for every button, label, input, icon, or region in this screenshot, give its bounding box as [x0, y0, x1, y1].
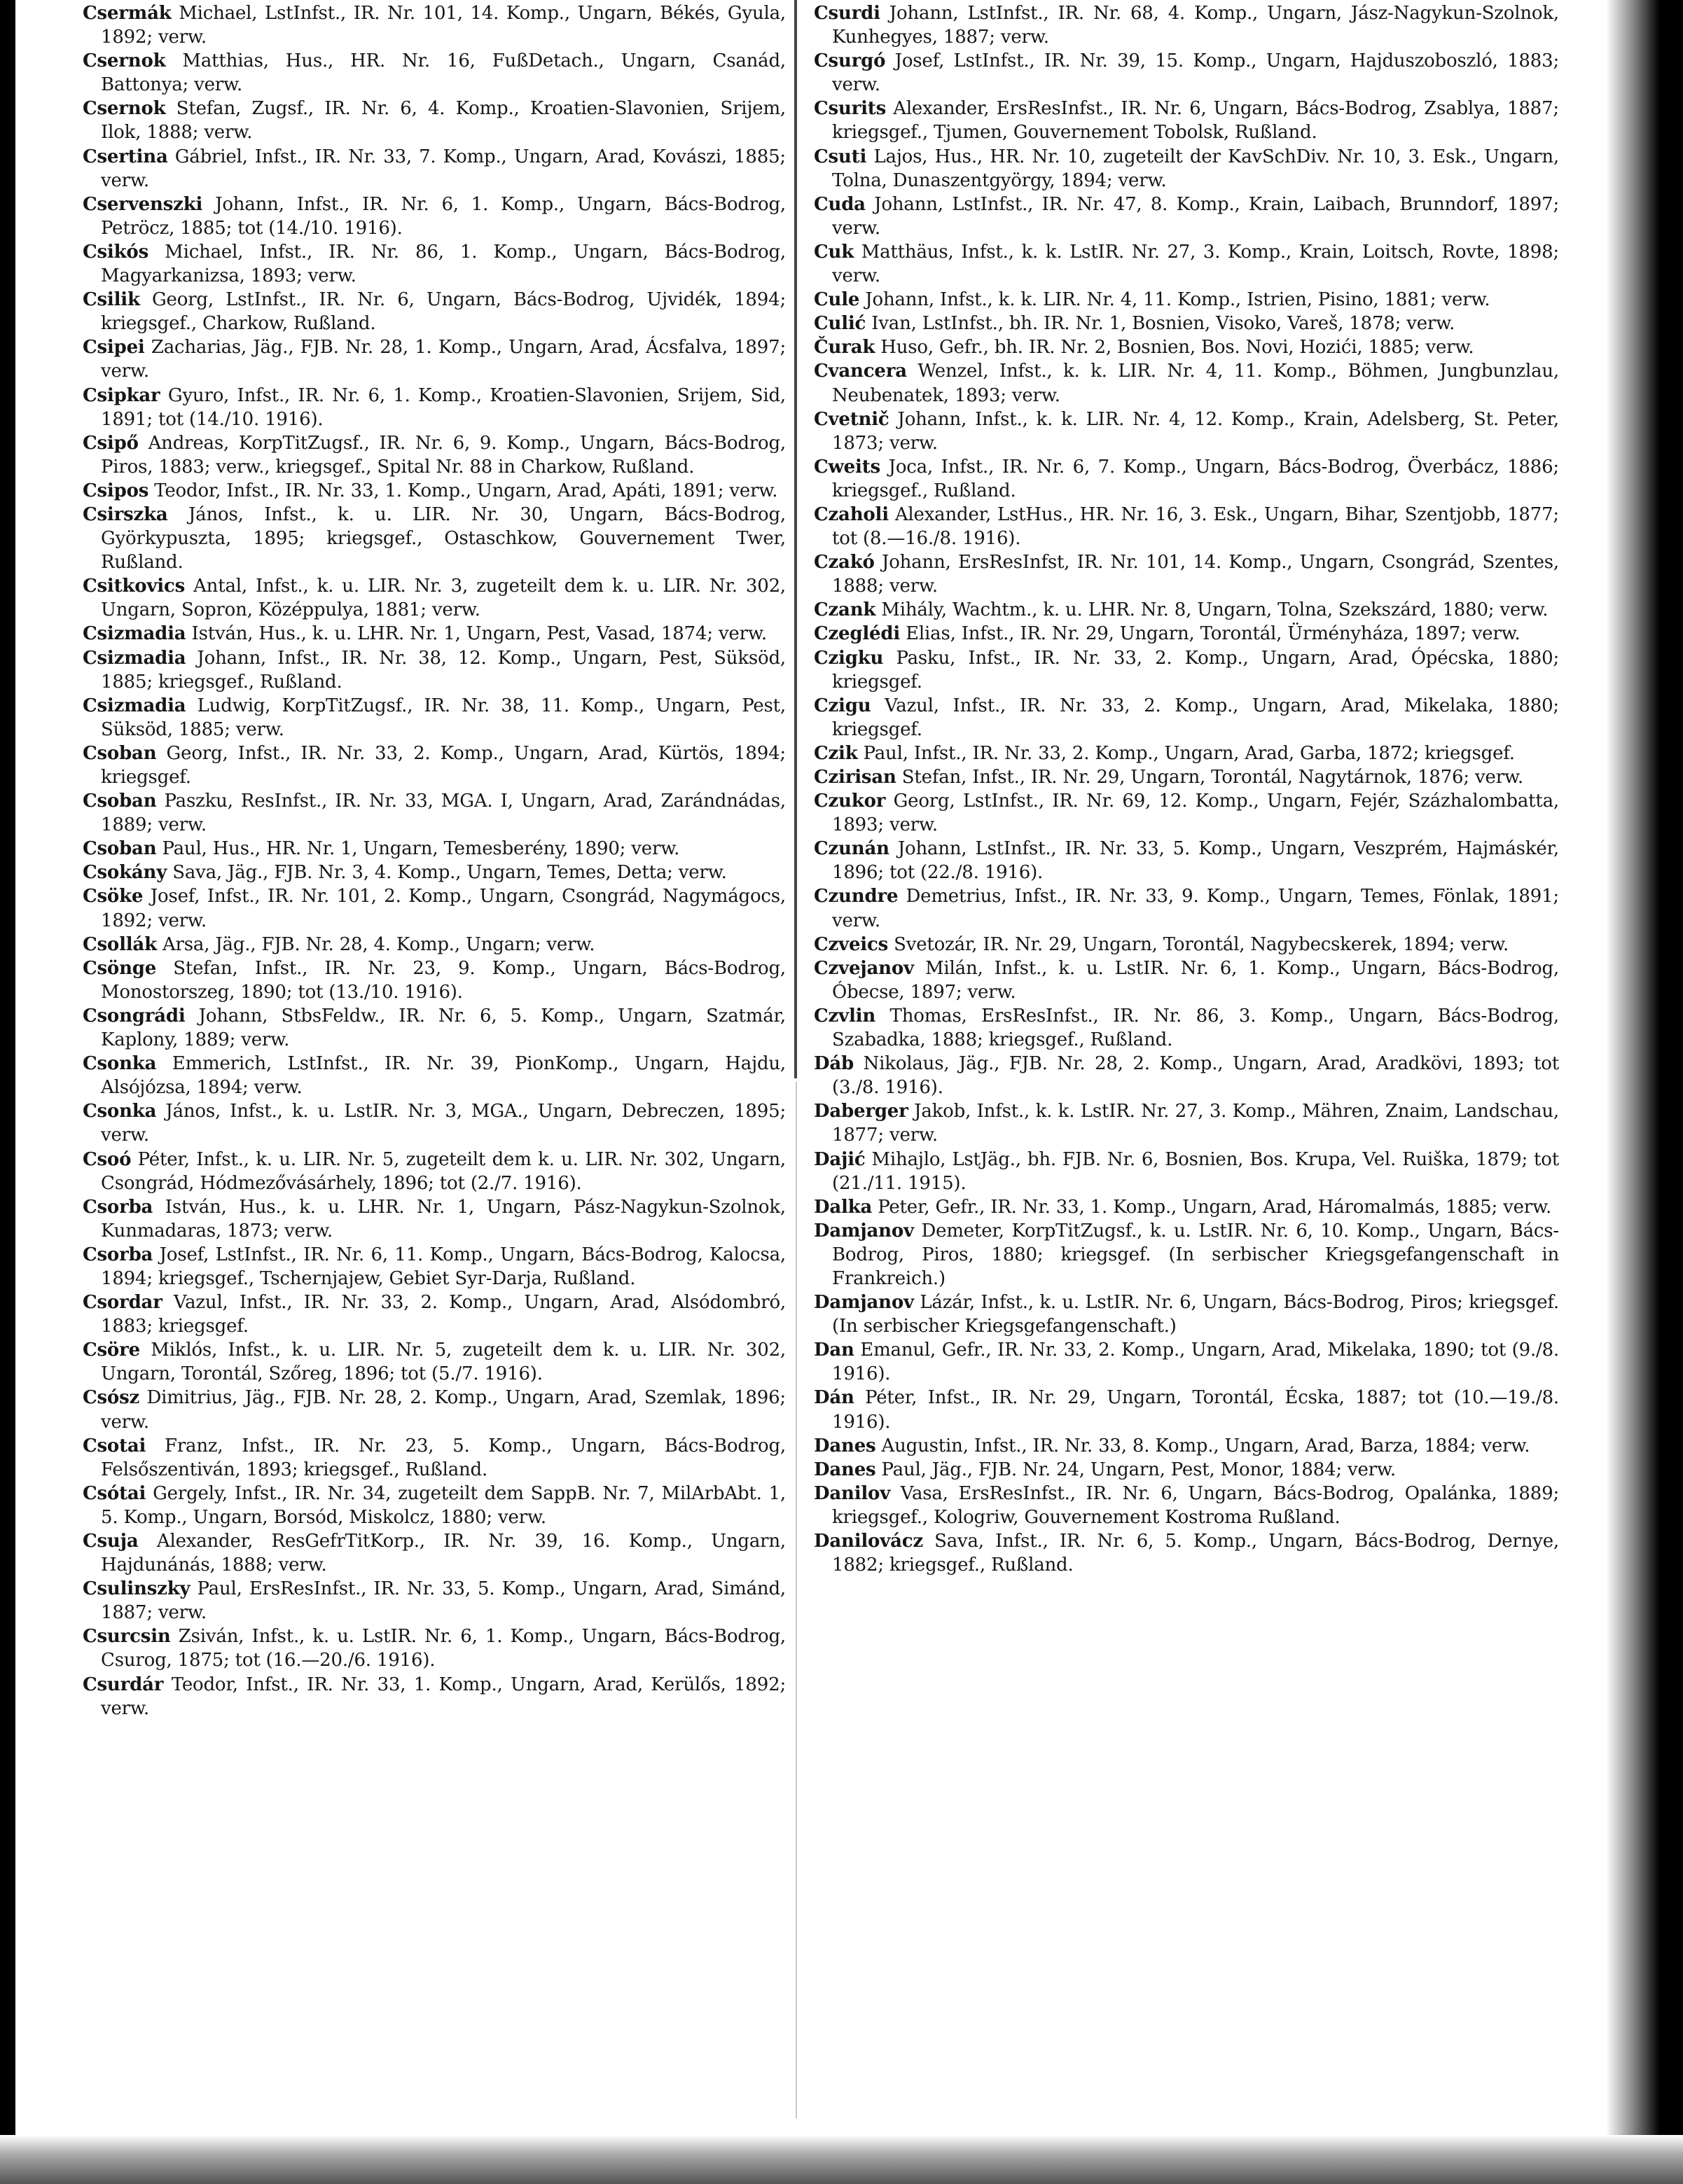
entry-surname: Csokány — [83, 862, 167, 884]
entry-details: Demeter, KorpTitZugsf., k. u. LstIR. Nr. 6, 10. Komp., Ungarn, Bács-Bodrog, Piros, 1880; kriegsgef. (In serbischer Kriegsgefangenschaft in Frankreich.) — [832, 1220, 1559, 1289]
entry-surname: Csordar — [83, 1292, 162, 1314]
entry-details: Joca, Infst., IR. Nr. 6, 7. Komp., Ungarn, Bács-Bodrog, Överbácz, 1886; kriegsgef., Rußland. — [832, 456, 1559, 501]
entry-details: Paul, Hus., HR. Nr. 1, Ungarn, Temesberény, 1890; verw. — [156, 838, 680, 860]
register-entry — [814, 503, 1559, 550]
register-entry — [814, 1219, 1559, 1291]
entry-surname: Csitkovics — [83, 576, 186, 597]
entry-surname: Danes — [814, 1459, 876, 1480]
entry-details: Josef, LstInfst., IR. Nr. 39, 15. Komp., Ungarn, Hajduszoboszló, 1883; verw. — [832, 50, 1559, 96]
entry-details: Vasa, ErsResInfst., IR. Nr. 6, Ungarn, Bács-Bodrog, Opalánka, 1889; kriegsgef., Kologriw, Gouvernement Kostroma Rußland. — [832, 1482, 1559, 1528]
entry-surname: Dajić — [814, 1148, 866, 1170]
register-entry — [83, 384, 786, 431]
register-entry — [814, 288, 1559, 312]
entry-details: Alexander, LstHus., HR. Nr. 16, 3. Esk., Ungarn, Bihar, Szentjobb, 1877; tot (8.—16./8. 1916). — [832, 503, 1559, 550]
entry-details: István, Hus., k. u. LHR. Nr. 1, Ungarn, Pász-Nagykun-Szolnok, Kunmadaras, 1873; verw. — [101, 1196, 786, 1241]
entry-details: Alexander, ResGefrTitKorp., IR. Nr. 39, 16. Komp., Ungarn, Hajdunánás, 1888; verw. — [101, 1531, 786, 1576]
entry-surname: Čurak — [814, 337, 875, 359]
entry-surname: Cule — [814, 289, 860, 311]
entry-details: István, Hus., k. u. LHR. Nr. 1, Ungarn, Pest, Vasad, 1874; verw. — [186, 623, 767, 645]
register-entry — [83, 240, 786, 288]
entry-surname: Czundre — [814, 886, 899, 907]
register-entry — [83, 503, 786, 574]
entry-surname: Csorba — [83, 1244, 153, 1265]
scan-bottom-edge — [0, 2135, 1683, 2184]
entry-surname: Csurcsin — [83, 1626, 171, 1648]
left-column — [83, 1, 786, 1720]
entry-details: Michael, Infst., IR. Nr. 86, 1. Komp., Ungarn, Bács-Bodrog, Magyarkanizsa, 1893; verw. — [101, 241, 786, 287]
register-entry — [814, 1052, 1559, 1099]
entry-surname: Csongrádi — [83, 1005, 186, 1027]
entry-surname: Danilovácz — [814, 1531, 923, 1552]
register-entry — [83, 1577, 786, 1625]
entry-surname: Csikós — [83, 241, 149, 263]
register-entry — [814, 1458, 1559, 1482]
entry-surname: Csertina — [83, 146, 168, 167]
register-entry — [83, 288, 786, 335]
entry-surname: Damjanov — [814, 1220, 914, 1241]
entry-details: Emmerich, LstInfst., IR. Nr. 39, PionKomp., Ungarn, Hajdu, Alsójózsa, 1894; verw. — [101, 1053, 786, 1099]
entry-surname: Csorba — [83, 1196, 153, 1218]
entry-details: Huso, Gefr., bh. IR. Nr. 2, Bosnien, Bos. Novi, Hozići, 1885; verw. — [875, 337, 1474, 359]
register-entry — [814, 1, 1559, 49]
register-entry — [83, 957, 786, 1004]
entry-surname: Csuti — [814, 146, 867, 167]
entry-surname: Csönge — [83, 957, 157, 979]
register-entry — [83, 1386, 786, 1433]
entry-details: Franz, Infst., IR. Nr. 23, 5. Komp., Ungarn, Bács-Bodrog, Felsőszentiván, 1893; kriegsgef., Rußland. — [101, 1435, 786, 1480]
entry-details: Matthias, Hus., HR. Nr. 16, FußDetach., Ungarn, Csanád, Battonya; verw. — [101, 50, 786, 96]
register-entry — [83, 1625, 786, 1672]
entry-surname: Csernok — [83, 50, 166, 72]
entry-details: Andreas, KorpTitZugsf., IR. Nr. 6, 9. Komp., Ungarn, Bács-Bodrog, Piros, 1883; verw., kriegsgef., Spital Nr. 88 in Charkow, Rußland. — [101, 432, 786, 478]
entry-surname: Csöre — [83, 1340, 140, 1361]
register-entry — [83, 1195, 786, 1243]
register-entry — [814, 408, 1559, 455]
entry-surname: Csizmadia — [83, 695, 186, 716]
entry-surname: Csulinszky — [83, 1578, 191, 1600]
entry-details: Johann, Infst., IR. Nr. 6, 1. Komp., Ungarn, Bács-Bodrog, Petröcz, 1885; tot (14./10. 1916). — [101, 193, 786, 239]
register-entry — [83, 193, 786, 240]
entry-surname: Cweits — [814, 456, 880, 478]
entry-details: Stefan, Infst., IR. Nr. 23, 9. Komp., Ungarn, Bács-Bodrog, Monostorszeg, 1890; tot (13./10. 1916). — [101, 957, 786, 1003]
entry-details: Wenzel, Infst., k. k. LIR. Nr. 4, 11. Komp., Böhmen, Jungbunzlau, Neubenatek, 1893; verw. — [832, 361, 1559, 406]
entry-details: Nikolaus, Jäg., FJB. Nr. 28, 2. Komp., Ungarn, Arad, Aradkövi, 1893; tot (3./8. 1916). — [832, 1053, 1559, 1099]
entry-surname: Csirszka — [83, 503, 168, 525]
register-entry — [83, 1148, 786, 1195]
register-entry — [814, 312, 1559, 335]
entry-details: Johann, Infst., k. k. LIR. Nr. 4, 11. Komp., Istrien, Pisino, 1881; verw. — [859, 289, 1490, 311]
entry-surname: Daberger — [814, 1101, 908, 1122]
entry-details: Johann, Infst., k. k. LIR. Nr. 4, 12. Komp., Krain, Adelsberg, St. Peter, 1873; verw. — [832, 408, 1559, 454]
register-entry — [83, 1052, 786, 1099]
entry-details: Péter, Infst., k. u. LIR. Nr. 5, zugeteilt dem k. u. LIR. Nr. 302, Ungarn, Csongrád, Hódmezővásárhely, 1896; tot (2./7. 1916). — [101, 1148, 786, 1194]
entry-surname: Culić — [814, 313, 866, 335]
register-entry — [83, 1004, 786, 1052]
entry-details: Milán, Infst., k. u. LstIR. Nr. 6, 1. Komp., Ungarn, Bács-Bodrog, Óbecse, 1897; verw. — [832, 957, 1559, 1003]
entry-surname: Czik — [814, 742, 858, 764]
entry-details: Matthäus, Infst., k. k. LstIR. Nr. 27, 3. Komp., Krain, Loitsch, Rovte, 1898; verw. — [832, 241, 1559, 287]
register-entry — [83, 884, 786, 932]
entry-surname: Csotai — [83, 1435, 146, 1456]
register-entry — [814, 957, 1559, 1004]
entry-surname: Csizmadia — [83, 623, 186, 645]
entry-surname: Dáb — [814, 1053, 854, 1075]
entry-surname: Csonka — [83, 1053, 157, 1075]
entry-details: Pasku, Infst., IR. Nr. 33, 2. Komp., Ungarn, Arad, Ópécska, 1880; kriegsgef. — [832, 647, 1559, 693]
register-entry — [814, 1195, 1559, 1219]
entry-surname: Csoban — [83, 838, 157, 860]
entry-details: János, Infst., k. u. LstIR. Nr. 3, MGA., Ungarn, Debreczen, 1895; verw. — [101, 1101, 786, 1146]
entry-details: Gergely, Infst., IR. Nr. 34, zugeteilt dem SappB. Nr. 7, MilArbAbt. 1, 5. Komp., Ungarn, Borsód, Miskolcz, 1880; verw. — [101, 1482, 786, 1528]
entry-details: Josef, LstInfst., IR. Nr. 6, 11. Komp., Ungarn, Bács-Bodrog, Kalocsa, 1894; kriegsgef., Tschernjajew, Gebiet Syr-Darja, Rußland. — [101, 1244, 786, 1289]
entry-surname: Csöke — [83, 886, 144, 907]
register-entry — [814, 1099, 1559, 1147]
entry-details: Lázár, Infst., k. u. LstIR. Nr. 6, Ungarn, Bács-Bodrog, Piros; kriegsgef. (In serbischer Kriegsgefangenschaft.) — [832, 1292, 1559, 1337]
register-entry — [814, 1291, 1559, 1338]
entry-details: Josef, Infst., IR. Nr. 101, 2. Komp., Ungarn, Csongrád, Nagymágocs, 1892; verw. — [101, 886, 786, 931]
entry-surname: Csipkar — [83, 384, 160, 406]
entry-details: Péter, Infst., IR. Nr. 29, Ungarn, Torontál, Écska, 1887; tot (10.—19./8. 1916). — [832, 1387, 1559, 1433]
entry-surname: Csernok — [83, 98, 166, 120]
entry-surname: Csollák — [83, 933, 157, 955]
entry-surname: Dán — [814, 1387, 854, 1409]
entry-surname: Csótai — [83, 1482, 146, 1504]
entry-details: Johann, Infst., IR. Nr. 38, 12. Komp., Ungarn, Pest, Süksöd, 1885; kriegsgef., Rußland. — [101, 647, 786, 693]
entry-details: Paul, Jäg., FJB. Nr. 24, Ungarn, Pest, Monor, 1884; verw. — [875, 1459, 1396, 1480]
entry-details: Johann, LstInfst., IR. Nr. 33, 5. Komp., Ungarn, Veszprém, Hajmáskér, 1896; tot (22./8. 1916). — [832, 838, 1559, 884]
entry-surname: Csipos — [83, 480, 149, 501]
entry-details: Paul, ErsResInfst., IR. Nr. 33, 5. Komp., Ungarn, Arad, Simánd, 1887; verw. — [101, 1578, 786, 1624]
register-entry — [83, 1673, 786, 1720]
entry-surname: Czunán — [814, 838, 889, 860]
entry-details: Zacharias, Jäg., FJB. Nr. 28, 1. Komp., Ungarn, Arad, Ácsfalva, 1897; verw. — [101, 337, 786, 382]
entry-surname: Csoó — [83, 1148, 132, 1170]
entry-surname: Cvancera — [814, 361, 907, 382]
register-entry — [814, 240, 1559, 288]
entry-surname: Csurdár — [83, 1674, 164, 1695]
entry-surname: Csuja — [83, 1531, 139, 1552]
register-entry — [814, 1434, 1559, 1458]
entry-surname: Dan — [814, 1340, 854, 1361]
entry-details: Emanul, Gefr., IR. Nr. 33, 2. Komp., Ungarn, Arad, Mikelaka, 1890; tot (9./8. 1916). — [832, 1340, 1559, 1385]
register-entry — [83, 1099, 786, 1147]
entry-details: Sava, Jäg., FJB. Nr. 3, 4. Komp., Ungarn, Temes, Detta; verw. — [167, 862, 727, 884]
entry-details: Vazul, Infst., IR. Nr. 33, 2. Komp., Ungarn, Arad, Alsódombró, 1883; kriegsgef. — [101, 1292, 786, 1337]
register-entry — [814, 1482, 1559, 1529]
register-entry — [814, 622, 1559, 646]
entry-details: Thomas, ErsResInfst., IR. Nr. 86, 3. Komp., Ungarn, Bács-Bodrog, Szabadka, 1888; kriegsgef., Rußland. — [832, 1005, 1559, 1051]
scan-right-edge — [1606, 0, 1683, 2184]
register-entry — [814, 193, 1559, 240]
register-entry — [83, 789, 786, 837]
register-entry — [83, 97, 786, 144]
register-entry — [83, 1434, 786, 1482]
register-entry — [83, 145, 786, 193]
entry-details: Sava, Infst., IR. Nr. 6, 5. Komp., Ungarn, Bács-Bodrog, Dernye, 1882; kriegsgef., Rußland. — [832, 1531, 1559, 1576]
entry-surname: Cservenszki — [83, 193, 203, 215]
entry-details: Johann, ErsResInfst, IR. Nr. 101, 14. Komp., Ungarn, Csongrád, Szentes, 1888; verw. — [832, 552, 1559, 597]
column-divider-lower — [796, 1082, 797, 2118]
entry-surname: Csurits — [814, 98, 887, 120]
entry-details: Johann, StbsFeldw., IR. Nr. 6, 5. Komp., Ungarn, Szatmár, Kaplony, 1889; verw. — [101, 1005, 786, 1051]
register-entry — [814, 359, 1559, 407]
register-entry — [814, 1148, 1559, 1195]
entry-details: Stefan, Infst., IR. Nr. 29, Ungarn, Torontál, Nagytárnok, 1876; verw. — [896, 767, 1523, 788]
entry-details: Augustin, Infst., IR. Nr. 33, 8. Komp., Ungarn, Arad, Barza, 1884; verw. — [875, 1435, 1530, 1456]
entry-surname: Czukor — [814, 791, 886, 812]
entry-details: Vazul, Infst., IR. Nr. 33, 2. Komp., Ungarn, Arad, Mikelaka, 1880; kriegsgef. — [832, 695, 1559, 740]
register-entry — [83, 1529, 786, 1577]
entry-details: Teodor, Infst., IR. Nr. 33, 1. Komp., Ungarn, Arad, Kerülős, 1892; verw. — [101, 1674, 786, 1719]
entry-details: Ludwig, KorpTitZugsf., IR. Nr. 38, 11. Komp., Ungarn, Pest, Süksöd, 1885; verw. — [101, 695, 786, 740]
register-entry — [814, 694, 1559, 742]
entry-surname: Cvetnič — [814, 408, 889, 430]
entry-details: Miklós, Infst., k. u. LIR. Nr. 5, zugeteilt dem k. u. LIR. Nr. 302, Ungarn, Torontál, Szőreg, 1896; tot (5./7. 1916). — [101, 1340, 786, 1385]
register-entry — [814, 550, 1559, 598]
entry-surname: Csermák — [83, 3, 172, 24]
entry-surname: Csonka — [83, 1101, 157, 1122]
register-entry — [814, 49, 1559, 97]
entry-surname: Czirisan — [814, 767, 896, 788]
register-entry — [814, 1004, 1559, 1052]
entry-details: Peter, Gefr., IR. Nr. 33, 1. Komp., Ungarn, Arad, Háromalmás, 1885; verw. — [872, 1196, 1552, 1218]
entry-surname: Csurdi — [814, 3, 880, 24]
entry-details: Elias, Infst., IR. Nr. 29, Ungarn, Torontál, Ürményháza, 1897; verw. — [900, 623, 1521, 645]
entry-surname: Danilov — [814, 1482, 891, 1504]
entry-details: Teodor, Infst., IR. Nr. 33, 1. Komp., Ungarn, Arad, Apáti, 1891; verw. — [148, 480, 778, 501]
register-entry — [814, 933, 1559, 957]
register-entry — [83, 574, 786, 622]
register-entry — [83, 335, 786, 383]
entry-details: Mihály, Wachtm., k. u. LHR. Nr. 8, Ungarn, Tolna, Szekszárd, 1880; verw. — [875, 599, 1549, 621]
entry-details: Georg, Infst., IR. Nr. 33, 2. Komp., Ungarn, Arad, Kürtös, 1894; kriegsgef. — [101, 742, 786, 788]
scan-left-edge — [0, 0, 15, 2184]
register-entry — [83, 1, 786, 49]
register-entry — [83, 622, 786, 646]
entry-details: Mihajlo, LstJäg., bh. FJB. Nr. 6, Bosnien, Bos. Krupa, Vel. Ruiška, 1879; tot (21./11. 1915). — [832, 1148, 1559, 1194]
register-entry — [814, 765, 1559, 789]
entry-surname: Czvejanov — [814, 957, 914, 979]
entry-surname: Csósz — [83, 1387, 140, 1409]
register-entry — [83, 1338, 786, 1386]
register-entry — [814, 837, 1559, 884]
entry-surname: Czank — [814, 599, 876, 621]
register-entry — [814, 598, 1559, 622]
register-entry — [83, 1243, 786, 1291]
entry-surname: Cuk — [814, 241, 854, 263]
register-entry — [814, 1338, 1559, 1386]
entry-surname: Cuda — [814, 193, 866, 215]
register-entry — [814, 884, 1559, 932]
entry-details: Georg, LstInfst., IR. Nr. 6, Ungarn, Bács-Bodrog, Ujvidék, 1894; kriegsgef., Charkow, Rußland. — [101, 289, 786, 335]
entry-details: Paul, Infst., IR. Nr. 33, 2. Komp., Ungarn, Arad, Garba, 1872; kriegsgef. — [857, 742, 1515, 764]
register-entry — [83, 431, 786, 479]
register-entry — [83, 694, 786, 742]
entry-surname: Csoban — [83, 791, 157, 812]
entry-surname: Czigku — [814, 647, 884, 669]
entry-surname: Csoban — [83, 742, 157, 764]
entry-details: Antal, Infst., k. u. LIR. Nr. 3, zugeteilt dem k. u. LIR. Nr. 302, Ungarn, Sopron, Középpulya, 1881; verw. — [101, 576, 786, 621]
register-entry — [83, 1482, 786, 1529]
column-divider — [794, 0, 797, 1078]
entry-details: Stefan, Zugsf., IR. Nr. 6, 4. Komp., Kroatien-Slavonien, Srijem, Ilok, 1888; verw. — [101, 98, 786, 144]
entry-surname: Csipei — [83, 337, 145, 359]
register-entry — [814, 646, 1559, 694]
entry-surname: Czigu — [814, 695, 871, 716]
entry-details: János, Infst., k. u. LIR. Nr. 30, Ungarn, Bács-Bodrog, Györkypuszta, 1895; kriegsgef., Ostaschkow, Gouvernement Twer, Rußland. — [101, 503, 786, 573]
entry-details: Ivan, LstInfst., bh. IR. Nr. 1, Bosnien, Visoko, Vareš, 1878; verw. — [866, 313, 1455, 335]
entry-surname: Csilik — [83, 289, 140, 311]
register-entry — [83, 49, 786, 97]
entry-details: Svetozár, IR. Nr. 29, Ungarn, Torontál, Nagybecskerek, 1894; verw. — [888, 933, 1509, 955]
entry-surname: Czeglédi — [814, 623, 901, 645]
entry-details: Michael, LstInfst., IR. Nr. 101, 14. Komp., Ungarn, Békés, Gyula, 1892; verw. — [101, 3, 786, 48]
entry-details: Dimitrius, Jäg., FJB. Nr. 28, 2. Komp., Ungarn, Arad, Szemlak, 1896; verw. — [101, 1387, 786, 1433]
register-entry — [814, 455, 1559, 503]
entry-surname: Damjanov — [814, 1292, 914, 1314]
register-entry — [814, 1386, 1559, 1433]
entry-surname: Danes — [814, 1435, 876, 1456]
entry-details: Lajos, Hus., HR. Nr. 10, zugeteilt der KavSchDiv. Nr. 10, 3. Esk., Ungarn, Tolna, Dunaszentgyörgy, 1894; verw. — [832, 146, 1559, 191]
register-entry — [814, 145, 1559, 193]
entry-surname: Czaholi — [814, 503, 889, 525]
register-entry — [83, 933, 786, 957]
entry-surname: Csipő — [83, 432, 139, 454]
entry-surname: Czveics — [814, 933, 889, 955]
entry-surname: Csizmadia — [83, 647, 186, 669]
entry-surname: Czvlin — [814, 1005, 876, 1027]
entry-details: Jakob, Infst., k. k. LstIR. Nr. 27, 3. Komp., Mähren, Znaim, Landschau, 1877; verw. — [832, 1101, 1559, 1146]
entry-details: Arsa, Jäg., FJB. Nr. 28, 4. Komp., Ungarn; verw. — [156, 933, 595, 955]
entry-surname: Czakó — [814, 552, 875, 573]
entry-details: Johann, LstInfst., IR. Nr. 68, 4. Komp., Ungarn, Jász-Nagykun-Szolnok, Kunhegyes, 1887; verw. — [832, 3, 1559, 48]
register-entry — [83, 837, 786, 861]
register-entry — [83, 646, 786, 694]
entry-details: Gyuro, Infst., IR. Nr. 6, 1. Komp., Kroatien-Slavonien, Srijem, Sid, 1891; tot (14./10. 1916). — [101, 384, 786, 430]
entry-details: Demetrius, Infst., IR. Nr. 33, 9. Komp., Ungarn, Temes, Fönlak, 1891; verw. — [832, 886, 1559, 931]
register-entry — [83, 479, 786, 503]
register-entry — [814, 335, 1559, 359]
entry-details: Paszku, ResInfst., IR. Nr. 33, MGA. I, Ungarn, Arad, Zarándnádas, 1889; verw. — [101, 791, 786, 836]
register-entry — [814, 1529, 1559, 1577]
register-entry — [814, 789, 1559, 837]
entry-surname: Dalka — [814, 1196, 873, 1218]
entry-details: Johann, LstInfst., IR. Nr. 47, 8. Komp., Krain, Laibach, Brunndorf, 1897; verw. — [832, 193, 1559, 239]
register-entry — [814, 97, 1559, 144]
entry-surname: Csurgó — [814, 50, 886, 72]
register-entry — [814, 742, 1559, 765]
entry-details: Alexander, ErsResInfst., IR. Nr. 6, Ungarn, Bács-Bodrog, Zsablya, 1887; kriegsgef., Tjumen, Gouvernement Tobolsk, Rußland. — [832, 98, 1559, 144]
register-entry — [83, 1291, 786, 1338]
entry-details: Gábriel, Infst., IR. Nr. 33, 7. Komp., Ungarn, Arad, Kovászi, 1885; verw. — [101, 146, 786, 191]
entry-details: Georg, LstInfst., IR. Nr. 69, 12. Komp., Ungarn, Fejér, Százhalombatta, 1893; verw. — [832, 791, 1559, 836]
register-entry — [83, 742, 786, 789]
right-column — [814, 1, 1559, 1577]
register-entry — [83, 861, 786, 884]
entry-details: Zsiván, Infst., k. u. LstIR. Nr. 6, 1. Komp., Ungarn, Bács-Bodrog, Csurog, 1875; tot (16.—20./6. 1916). — [101, 1626, 786, 1671]
